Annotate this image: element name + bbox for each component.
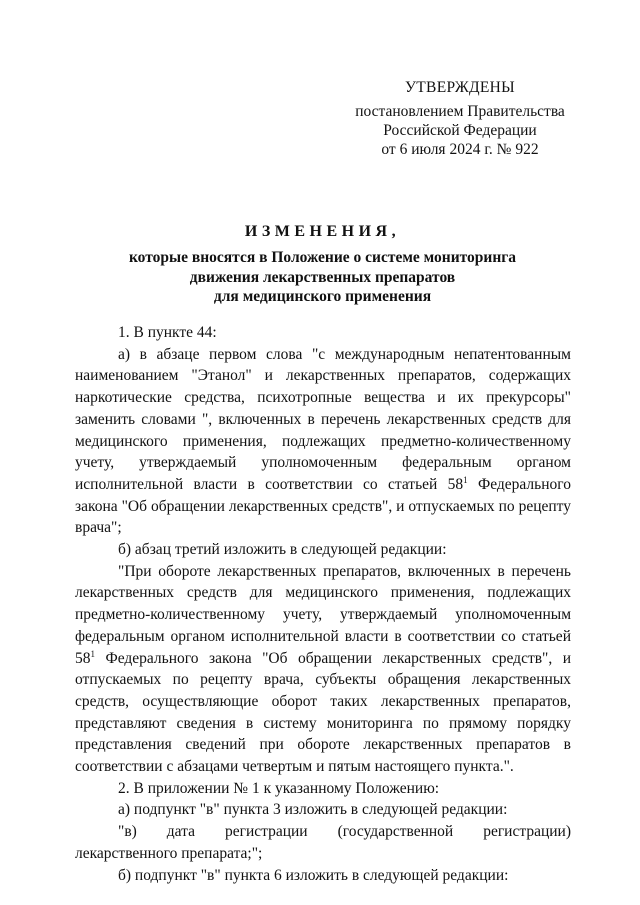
document-title: ИЗМЕНЕНИЯ, [244,223,401,240]
paragraph-quoted-text [75,561,571,778]
paragraph-point-1: 1. В пункте 44: [118,324,217,341]
subtitle-line-2: движения лекарственных препаратов [189,268,456,286]
approval-stamp [340,78,580,159]
paragraph-point-2-b: б) подпункт "в" пункта 6 изложить в следующей редакции: [118,866,509,884]
superscript-1: 1 [463,474,468,485]
approved-label: УТВЕРЖДЕНЫ [405,79,515,96]
approval-line-3: от 6 июля 2024 г. № 922 [381,141,539,158]
subtitle-line-3: для медицинского применения [213,288,432,305]
approval-line-1: постановлением Правительства [355,103,565,120]
paragraph-subpoint-a [75,344,571,539]
paragraph-quoted-text-start: "При обороте лекарственных препаратов, включенных в перечень лекарственных средств для медицинского применения, подлежащих предметно-количественному учету, утверждаемый уполномоченным федеральным органом исполнительной власти в соответствии со статьей 58 [75,562,571,667]
paragraph-point-2-a: а) подпункт "в" пункта 3 изложить в следующей редакции: [118,801,508,819]
paragraph-point-2-a-text: "в) дата регистрации (государственной регистрации) лекарственного препарата;"; [75,823,571,862]
paragraph-subpoint-a-text: а) в абзаце первом слова "с международным непатентованным наименованием "Этанол" и лекарственных препаратов, содержащих наркотические средства, психотропные вещества и их прекурсоры" заменить словами ", включенных в перечень лекарственных средств для медицинского применения, подлежащих предметно-количественному учету, утверждаемый уполномоченным федеральным органом исполнительной власти в соответствии со статьей 58 [75,345,571,493]
document-heading [75,222,570,307]
paragraph-subpoint-b: б) абзац третий изложить в следующей редакции: [118,541,447,559]
approval-line-2: Российской Федерации [383,122,537,139]
paragraph-quoted-text-tail: Федерального закона "Об обращении лекарственных средств", и отпускаемых по рецепту врача, субъекты обращения лекарственных средств, осуществляющие оборот таких лекарственных препаратов, представляют сведения в систему мониторинга по прямому порядку представления сведений при обороте лекарственных препаратов в соответствии с абзацами четвертым и пятым настоящего пункта.". [75,649,571,776]
document-body [75,322,571,886]
paragraph-point-2: 2. В приложении № 1 к указанному Положению: [118,779,440,797]
paragraph-subpoint-a-tail: Федерального закона "Об обращении лекарственных средств", и отпускаемых по рецепту врача"; [75,475,571,537]
subtitle-line-1: которые вносятся в Положение о системе мониторинга [128,249,517,266]
superscript-2: 1 [90,648,95,659]
